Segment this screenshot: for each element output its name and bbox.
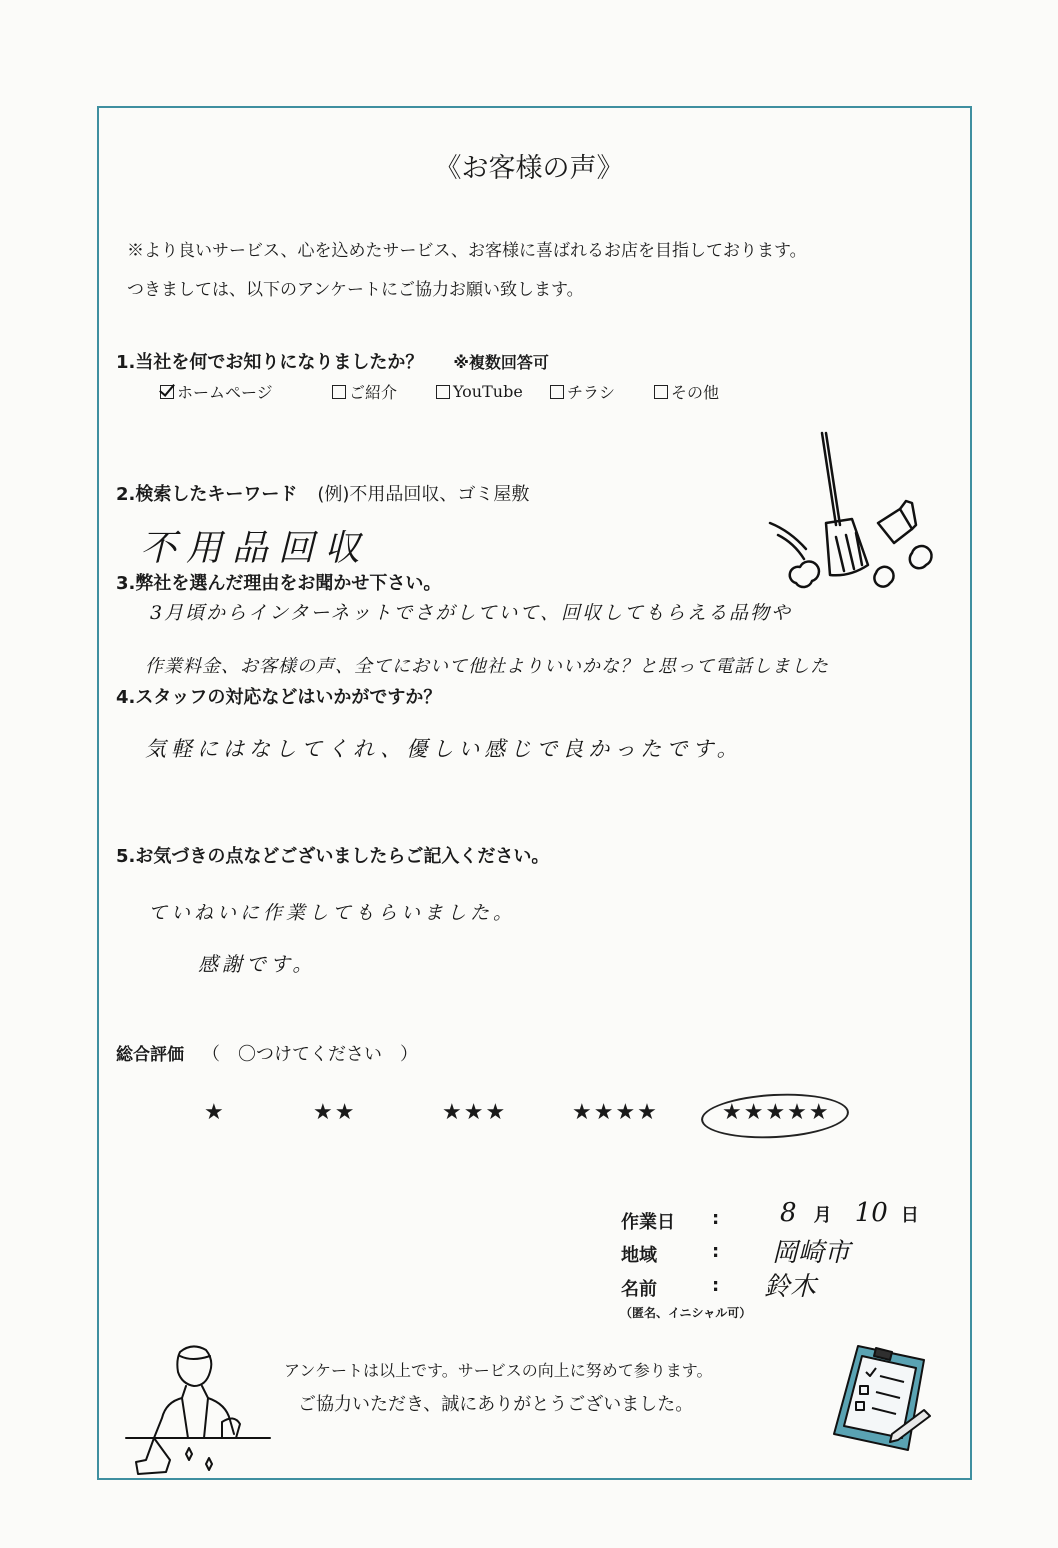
intro-line-2: つきましては、以下のアンケートにご協力お願い致します。 (127, 280, 584, 300)
checkbox-icon[interactable] (436, 385, 450, 399)
rating-option-4[interactable]: ★★★★ (572, 1100, 659, 1125)
source-options (160, 380, 719, 403)
clipboard-checklist-icon (828, 1338, 938, 1456)
broom-dustpan-icon (760, 425, 950, 595)
rating-option-2[interactable]: ★★ (313, 1100, 357, 1125)
work-date-day: 10 (854, 1198, 888, 1228)
option-other[interactable]: その他 (654, 380, 719, 403)
question-2-example: (例)不用品回収、ゴミ屋敷 (317, 484, 530, 505)
staff-answer: 気軽にはなしてくれ、優しい感じで良かったです。 (145, 737, 743, 761)
question-3: 3.弊社を選んだ理由をお聞かせ下さい。 (116, 573, 442, 594)
name-label: 名前 (621, 1279, 657, 1300)
area-colon: : (712, 1241, 720, 1262)
work-date-colon: : (712, 1208, 720, 1229)
area-label: 地域 (621, 1245, 657, 1266)
question-1 (116, 348, 549, 374)
rating-option-3[interactable]: ★★★ (442, 1100, 508, 1125)
question-2-label: 2.検索したキーワード (116, 484, 298, 505)
day-unit: 日 (900, 1205, 919, 1226)
option-youtube[interactable]: YouTube (436, 380, 550, 403)
option-flyer[interactable]: チラシ (550, 380, 654, 403)
checkbox-icon[interactable] (332, 385, 346, 399)
option-homepage[interactable]: ホームページ (160, 380, 332, 403)
cleaning-person-icon (122, 1342, 272, 1482)
area-value: 岡崎市 (772, 1238, 851, 1268)
month-unit: 月 (813, 1205, 832, 1226)
option-referral[interactable]: ご紹介 (332, 380, 436, 403)
rating-option-1[interactable]: ★ (204, 1100, 226, 1125)
keyword-answer: 不用品回収 (140, 528, 371, 569)
page-title: 《お客様の声》 (434, 153, 624, 184)
intro-line-1: ※より良いサービス、心を込めたサービス、お客様に喜ばれるお店を目指しております。 (127, 241, 807, 261)
reason-answer-line-2: 作業料金、お客様の声、全てにおいて他社よりいいかな？と思って電話しました (145, 656, 829, 677)
reason-answer-line-1: 3月頃からインターネットでさがしていて、回収してもらえる品物や (150, 602, 793, 624)
work-date-value (780, 1198, 919, 1228)
notice-answer-line-2: 感謝です。 (198, 952, 317, 976)
closing-line-1: アンケートは以上です。サービスの向上に努めて参ります。 (284, 1361, 713, 1380)
question-4: 4.スタッフの対応などはいかがですか？ (116, 687, 442, 708)
overall-rating (116, 1040, 418, 1066)
checkbox-checked-icon[interactable] (160, 385, 174, 399)
question-1-note: ※複数回答可 (453, 353, 549, 372)
checkbox-icon[interactable] (550, 385, 564, 399)
work-date-label: 作業日 (621, 1212, 675, 1233)
name-note: （匿名、イニシャル可） (620, 1306, 752, 1320)
checkbox-icon[interactable] (654, 385, 668, 399)
notice-answer-line-1: ていねいに作業してもらいました。 (148, 902, 517, 924)
form-frame (97, 106, 972, 1480)
question-1-label: 1.当社を何でお知りになりましたか？ (116, 352, 424, 373)
question-5: 5.お気づきの点などございましたらご記入ください。 (116, 846, 550, 867)
overall-rating-instruction: （ 〇つけてください ） (202, 1044, 418, 1065)
closing-line-2: ご協力いただき、誠にありがとうございました。 (298, 1394, 694, 1415)
name-value: 鈴木 (764, 1272, 817, 1302)
work-date-month: 8 (780, 1198, 797, 1228)
name-colon: : (712, 1275, 720, 1296)
question-2 (116, 480, 529, 506)
rating-option-5[interactable]: ★★★★★ (722, 1100, 831, 1125)
overall-rating-label: 総合評価 (116, 1045, 184, 1065)
